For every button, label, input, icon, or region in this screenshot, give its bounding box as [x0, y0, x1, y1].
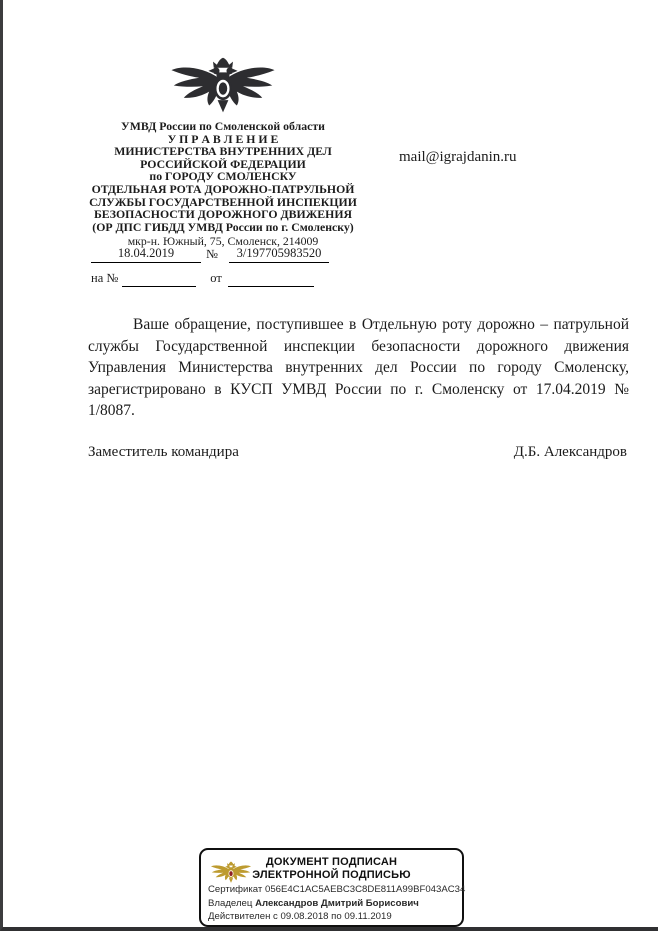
owner-line — [208, 897, 465, 911]
letterhead-line: ОТДЕЛЬНАЯ РОТА ДОРОЖНО-ПАТРУЛЬНОЙ — [91, 181, 355, 196]
body-paragraph: Ваше обращение, поступившее в Отдельную роту дорожно – патрульной службы Государственной инспекции безопасности дорожного движения Управления Министерства внутренних дел России по городу Смоленску, зарегистрировано в КУСП УМВД России по г. Смоленску от 17.04.2019 № 1/8087. — [88, 316, 629, 419]
letterhead-line: УМВД России по Смоленской области — [121, 119, 325, 133]
ref-ot-label: от — [210, 271, 222, 285]
incoming-ref-row — [91, 271, 331, 287]
signature-position: Заместитель командира — [88, 444, 239, 460]
signature-row — [88, 444, 627, 461]
reference-block — [91, 246, 331, 287]
certificate-line — [208, 883, 465, 897]
letterhead — [67, 57, 379, 248]
ref-date-blank-field — [228, 272, 314, 287]
letterhead-line: У П Р А В Л Е Н И Е — [167, 131, 279, 146]
stamp-title-line1: ДОКУМЕНТ ПОДПИСАН — [265, 856, 398, 868]
ref-number-blank-field — [122, 272, 196, 287]
letterhead-line: по ГОРОДУ СМОЛЕНСКУ — [149, 169, 297, 184]
number-sign-label: № — [206, 247, 218, 261]
validity-line: Действителен с 09.08.2018 по 09.11.2019 — [208, 911, 392, 922]
certificate-value: 056E4C1AC5AEBC3C8DE811A99BF043AC34 — [265, 884, 466, 895]
ref-na-label: на № — [91, 271, 119, 285]
stamp-title-line2: ЭЛЕКТРОННОЙ ПОДПИСЬЮ — [252, 869, 411, 881]
outgoing-number-field: 3/197705983520 — [229, 246, 329, 263]
owner-label: Владелец — [208, 897, 253, 909]
mvd-eagle-emblem-icon — [165, 57, 281, 117]
letterhead-line: СЛУЖБЫ ГОСУДАРСТВЕННОЙ ИНСПЕКЦИИ — [89, 194, 357, 209]
recipient-email: mail@igrajdanin.ru — [399, 149, 517, 165]
stamp-info — [208, 883, 465, 924]
letterhead-line: (ОР ДПС ГИБДД УМВД России по г. Смоленску) — [92, 219, 354, 234]
certificate-label: Сертификат — [208, 884, 263, 895]
letterhead-line: БЕЗОПАСНОСТИ ДОРОЖНОГО ДВИЖЕНИЯ — [93, 207, 353, 222]
letterhead-line: РОССИЙСКОЙ ФЕДЕРАЦИИ — [140, 156, 306, 171]
signature-name: Д.Б. Александров — [513, 444, 627, 460]
letterhead-line: МИНИСТЕРСТВА ВНУТРЕННИХ ДЕЛ — [114, 144, 332, 159]
date-number-row — [91, 246, 331, 263]
letterhead-address: мкр-н. Южный, 75, Смоленск, 214009 — [127, 234, 319, 249]
owner-value: Александров Дмитрий Борисович — [255, 897, 419, 909]
date-field: 18.04.2019 — [91, 246, 201, 263]
electronic-signature-stamp — [199, 848, 464, 927]
